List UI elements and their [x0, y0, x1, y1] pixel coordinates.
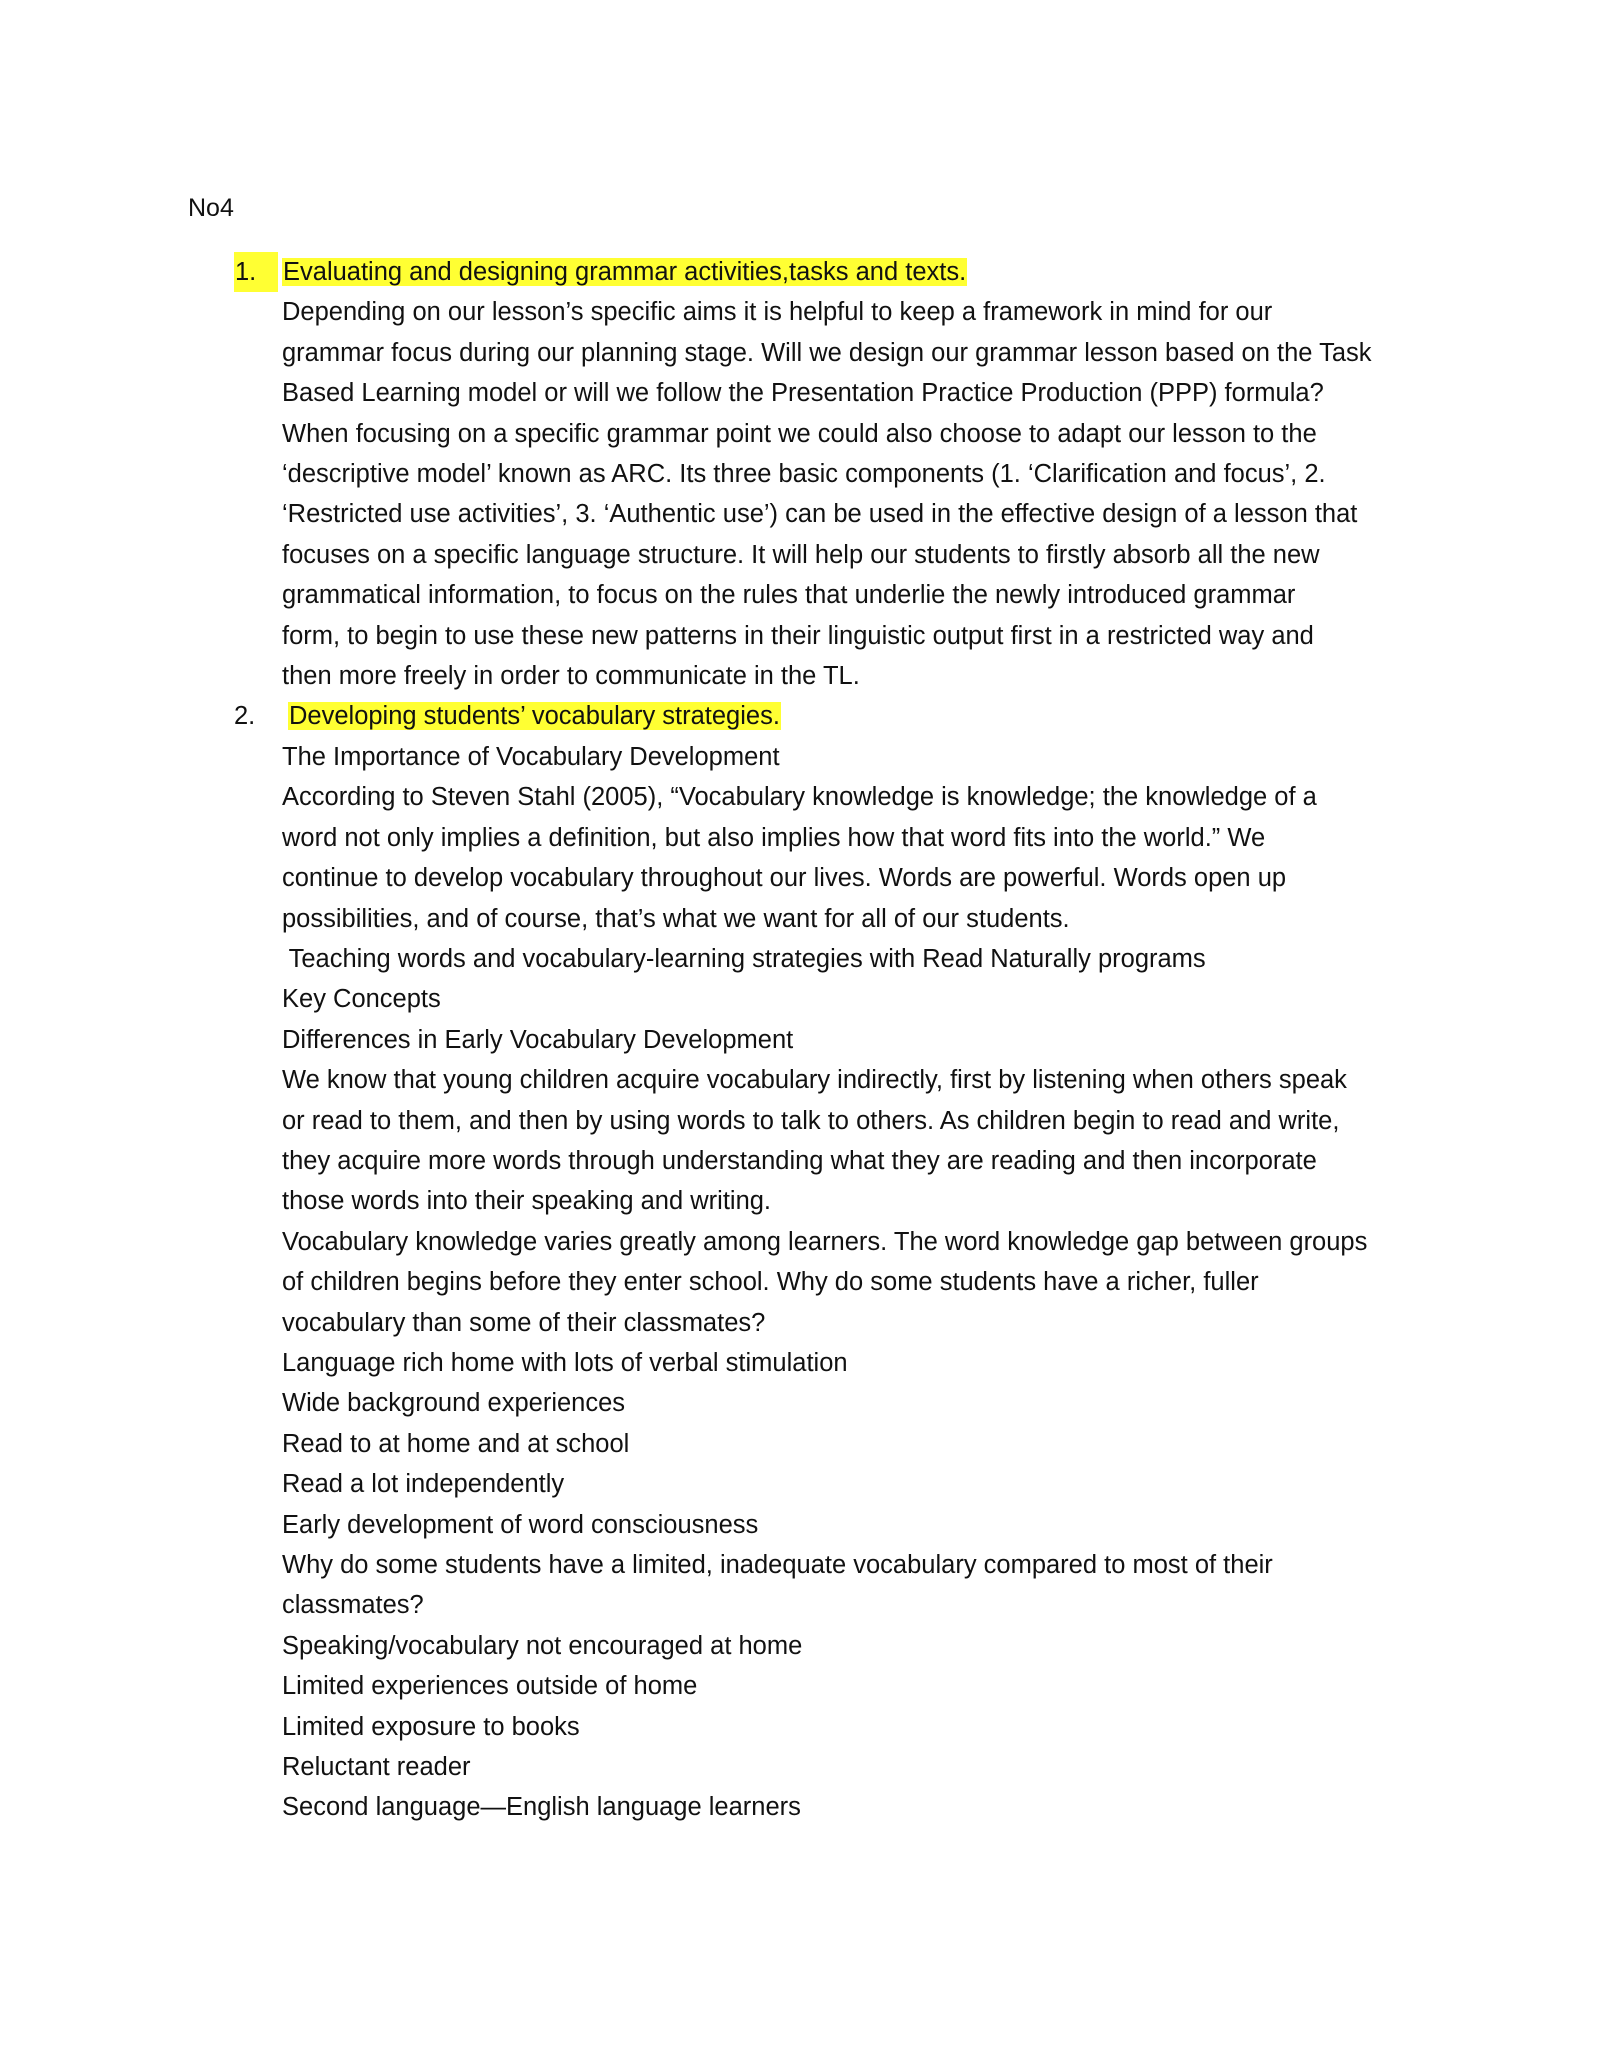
paragraph-line: classmates?	[282, 1591, 424, 1620]
list-item-2	[188, 696, 1418, 1827]
paragraph-line: We know that young children acquire vocabulary indirectly, first by listening when others speak	[282, 1066, 1347, 1095]
paragraph-line: Based Learning model or will we follow the Presentation Practice Production (PPP) formula?	[282, 379, 1324, 408]
list-line: Read to at home and at school	[282, 1429, 630, 1458]
list-item-2-body	[282, 737, 1418, 1828]
paragraph-line: or read to them, and then by using words to talk to others. As children begin to read and write,	[282, 1106, 1340, 1135]
list-line: Reluctant reader	[282, 1753, 471, 1782]
subheading-line: Teaching words and vocabulary-learning strategies with Read Naturally programs	[282, 944, 1206, 973]
list-line: Second language—English language learners	[282, 1793, 801, 1822]
list-line: Language rich home with lots of verbal stimulation	[282, 1348, 848, 1377]
list-item-1-body	[282, 292, 1418, 696]
subheading-line: The Importance of Vocabulary Development	[282, 742, 780, 771]
document-label: No4	[188, 194, 234, 222]
list-item-1	[188, 252, 1418, 696]
list-item-2-number: 2.	[234, 702, 256, 731]
list-line: Wide background experiences	[282, 1389, 626, 1418]
list-item-2-title: Developing students’ vocabulary strategies.	[289, 702, 780, 731]
paragraph-line: they acquire more words through understanding what they are reading and then incorporate	[282, 1146, 1317, 1175]
paragraph-line: those words into their speaking and writing.	[282, 1187, 772, 1216]
paragraph-line: Why do some students have a limited, inadequate vocabulary compared to most of their	[282, 1551, 1273, 1579]
paragraph-line: Depending on our lesson’s specific aims it is helpful to keep a framework in mind for our	[282, 298, 1273, 327]
paragraph-line: grammatical information, to focus on the rules that underlie the newly introduced grammar	[282, 581, 1296, 610]
paragraph-line: word not only implies a definition, but also implies how that word fits into the world.” We	[282, 823, 1266, 852]
paragraph-line: According to Steven Stahl (2005), “Vocabulary knowledge is knowledge; the knowledge of a	[282, 783, 1317, 812]
subheading-line: Key Concepts	[282, 985, 441, 1014]
paragraph-line: continue to develop vocabulary throughout our lives. Words are powerful. Words open up	[282, 864, 1287, 893]
list-line: Early development of word consciousness	[282, 1510, 759, 1539]
paragraph-line: of children begins before they enter school. Why do some students have a richer, fuller	[282, 1268, 1259, 1297]
paragraph-line: focuses on a specific language structure. It will help our students to firstly absorb all the new	[282, 540, 1320, 569]
paragraph-line: ‘descriptive model’ known as ARC. Its three basic components (1. ‘Clarification and focus’, 2.	[282, 460, 1326, 489]
paragraph-line: possibilities, and of course, that’s what we want for all of our students.	[282, 904, 1070, 933]
list-item-1-title: Evaluating and designing grammar activities,tasks and texts.	[283, 258, 967, 286]
numbered-list	[188, 252, 1418, 1828]
list-line: Read a lot independently	[282, 1470, 565, 1499]
paragraph-line: grammar focus during our planning stage. Will we design our grammar lesson based on the Task	[282, 338, 1372, 367]
paragraph-line: Vocabulary knowledge varies greatly among learners. The word knowledge gap between groups	[282, 1227, 1368, 1256]
paragraph-line: then more freely in order to communicate in the TL.	[282, 662, 860, 691]
paragraph-line: ‘Restricted use activities’, 3. ‘Authentic use’) can be used in the effective design of a lesson that	[282, 500, 1358, 529]
list-item-1-number: 1.	[234, 252, 278, 292]
list-line: Limited experiences outside of home	[282, 1672, 698, 1701]
list-line: Speaking/vocabulary not encouraged at home	[282, 1631, 803, 1660]
paragraph-line: form, to begin to use these new patterns in their linguistic output first in a restricted way and	[282, 621, 1314, 650]
subheading-line: Differences in Early Vocabulary Development	[282, 1025, 794, 1054]
paragraph-line: vocabulary than some of their classmates?	[282, 1308, 766, 1337]
list-line: Limited exposure to books	[282, 1712, 580, 1741]
paragraph-line: When focusing on a specific grammar point we could also choose to adapt our lesson to the	[282, 419, 1317, 448]
